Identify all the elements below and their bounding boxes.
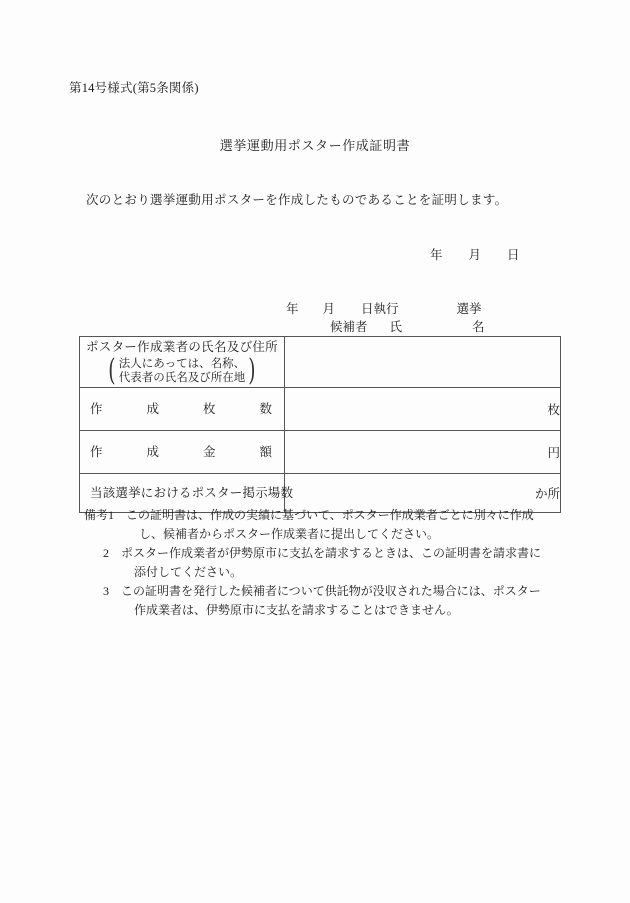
election-year-label: 年: [286, 302, 299, 316]
quantity-label-char-4: 数: [259, 401, 272, 416]
candidate-givenname-label: 名: [472, 320, 485, 334]
input-producer-name-address[interactable]: [285, 337, 561, 388]
quantity-unit: 枚: [547, 403, 560, 417]
producer-note-line-1: 法人にあっては、名称、: [118, 357, 246, 370]
issue-date-month-label: 月: [468, 248, 482, 262]
remark-1-line-2: し、候補者からポスター作成業者に提出してください。: [139, 526, 440, 541]
row-label-production-amount: [80, 431, 285, 474]
amount-unit: 円: [547, 446, 560, 460]
remarks-section: [84, 506, 564, 620]
bracket-close-glyph: ): [248, 353, 256, 389]
election-day-execute-label: 日執行: [361, 302, 399, 316]
input-quantity-produced[interactable]: [285, 388, 561, 431]
table-row: [80, 337, 561, 388]
amount-label-char-2: 成: [146, 444, 159, 459]
election-month-label: 月: [322, 302, 336, 316]
election-name-label: 選挙: [456, 302, 482, 316]
poster-board-unit: か所: [534, 487, 560, 501]
remark-item-1: [84, 506, 564, 544]
amount-label-char-4: 額: [259, 444, 272, 459]
producer-label-heading: ポスター作成業者の氏名及び住所: [85, 340, 278, 355]
poster-certificate-table: [79, 336, 561, 513]
remark-number-2: 2: [103, 545, 109, 560]
remark-3-line-2: 作成業者は、伊勢原市に支払を請求することはできません。: [134, 602, 459, 617]
amount-label-char-3: 金: [202, 444, 216, 459]
amount-label-char-1: 作: [90, 444, 103, 459]
election-date-line: [286, 299, 482, 317]
certification-statement: 次のとおり選挙運動用ポスターを作成したものであることを証明します。: [86, 193, 508, 207]
remark-2-line-2: 添付してください。: [134, 564, 243, 579]
input-production-amount[interactable]: [285, 431, 561, 474]
bracket-open-glyph: (: [108, 353, 116, 389]
form-number: 第14号様式(第5条関係): [69, 81, 199, 95]
remarks-heading: 備考: [84, 508, 109, 522]
table-row: [80, 431, 561, 474]
remark-item-3: [84, 582, 564, 620]
table-row: [80, 388, 561, 431]
remark-1-line-1: この証明書は、作成の実績に基づいて、ポスター作成業者ごとに別々に作成: [126, 508, 534, 522]
quantity-label-char-2: 成: [146, 401, 159, 416]
candidate-label: 候補者: [330, 320, 368, 334]
producer-label-note: [80, 353, 284, 389]
poster-board-label: 当該選挙におけるポスター掲示場数: [90, 485, 294, 500]
remark-number-1: 1: [108, 508, 115, 522]
remark-number-3: 3: [103, 583, 109, 598]
issue-date-line: [430, 245, 520, 263]
remark-3-line-1: この証明書を発行した候補者について供託物が没収された場合には、ポスター: [121, 583, 541, 598]
remark-item-2: [84, 544, 564, 582]
issue-date-day-label: 日: [507, 248, 520, 262]
row-label-quantity-produced: [80, 388, 285, 431]
candidate-name-line: [330, 317, 485, 335]
issue-date-year-label: 年: [430, 248, 443, 262]
quantity-label-char-3: 枚: [202, 401, 216, 416]
row-label-producer-name-address: [80, 337, 285, 388]
page-title: 選挙運動用ポスター作成証明書: [219, 138, 411, 153]
candidate-surname-label: 氏: [389, 320, 403, 334]
producer-note-line-2: 代表者の氏名及び所在地: [118, 371, 246, 384]
quantity-label-char-1: 作: [90, 401, 103, 416]
remark-2-line-1: ポスター作成業者が伊勢原市に支払を請求するときは、この証明書を請求書に: [121, 545, 542, 560]
